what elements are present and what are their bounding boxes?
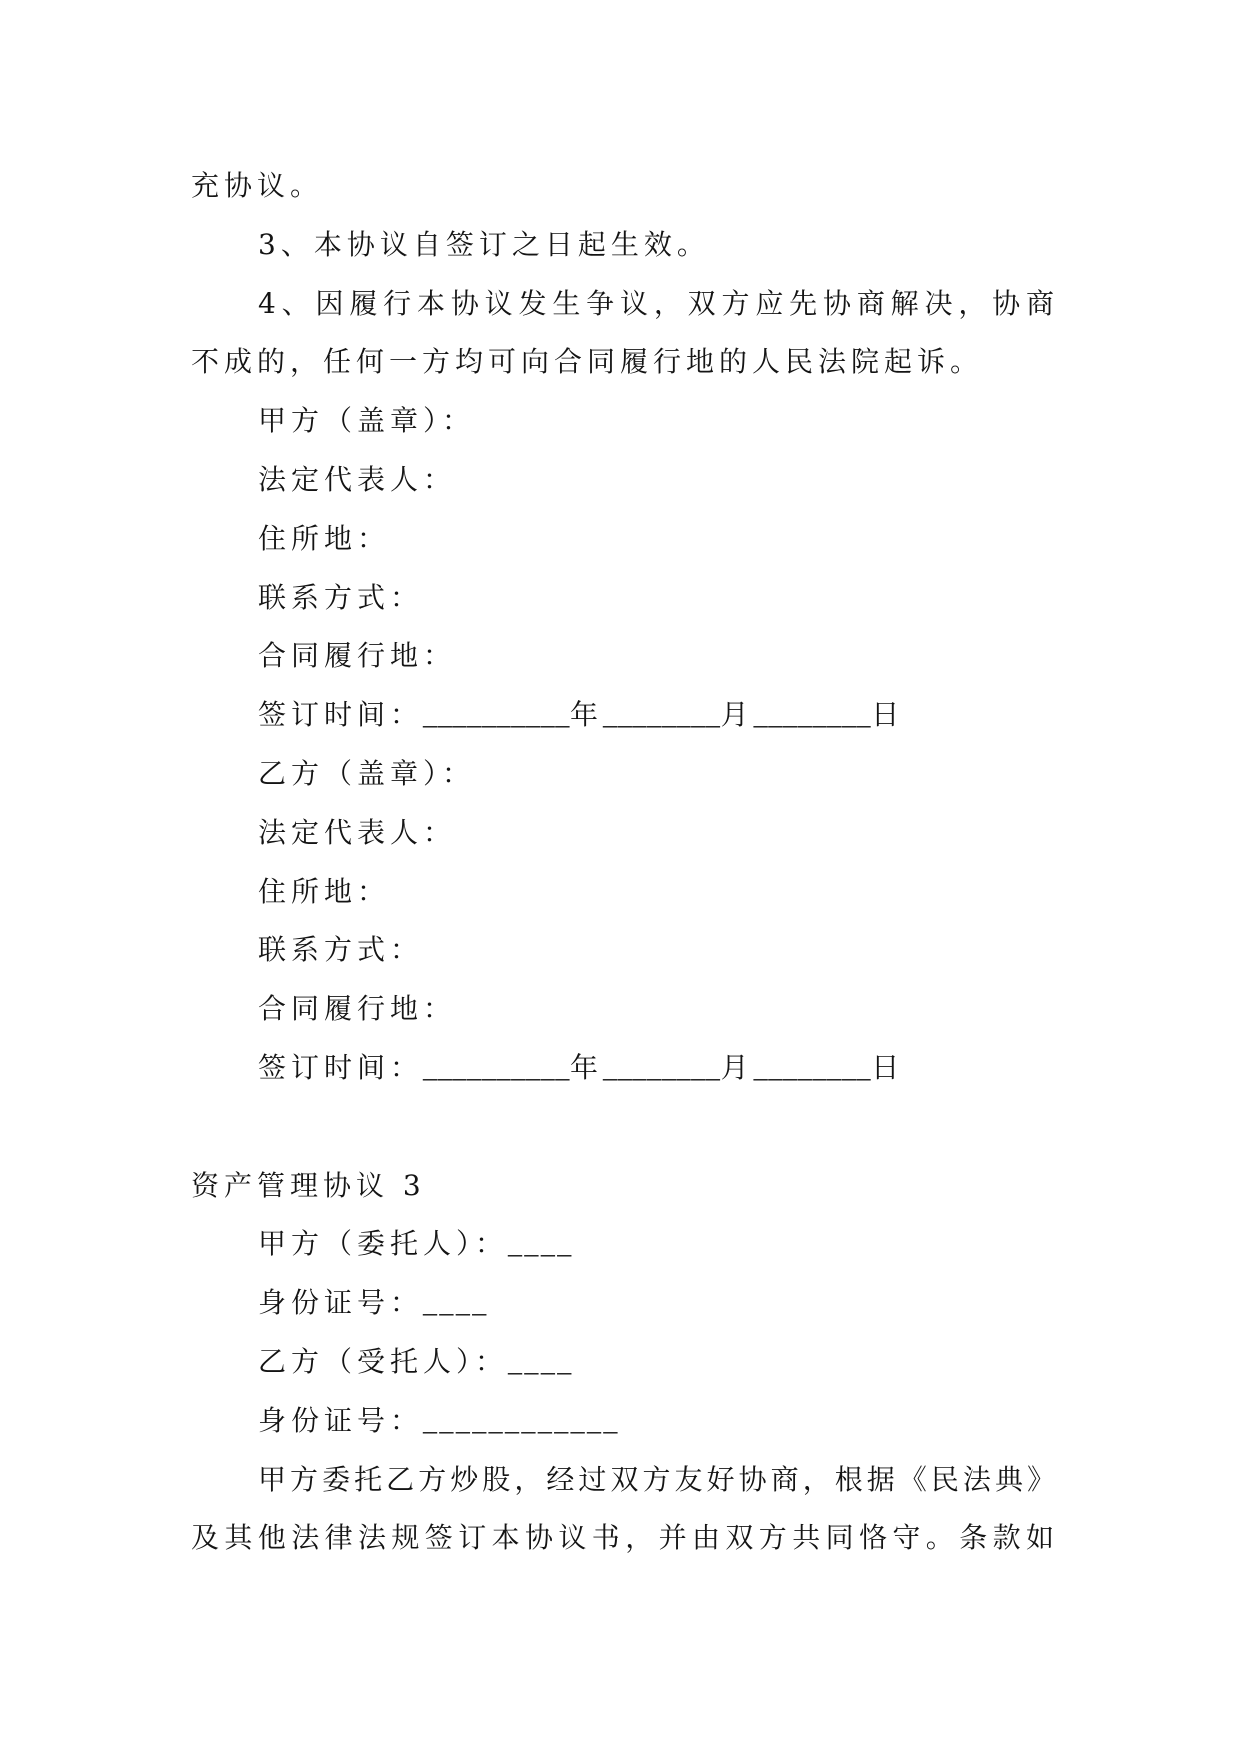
- principal-id-blank: ____: [423, 1288, 489, 1320]
- clause-4-line-1: 4、因履行本协议发生争议，双方应先协商解决，协商: [258, 286, 1058, 320]
- month-blank: ________: [603, 1052, 721, 1084]
- party-a-performance-place-label: 合同履行地：: [258, 639, 457, 673]
- party-b-seal-label: 乙方（盖章）：: [258, 756, 476, 790]
- party-a-representative-label: 法定代表人：: [258, 462, 457, 496]
- party-b-representative-label: 法定代表人：: [258, 815, 457, 849]
- agreement-title: 资产管理协议 3: [191, 1168, 426, 1202]
- month-blank: ________: [603, 700, 721, 732]
- year-blank: __________: [423, 700, 571, 732]
- signing-date-label: 签订时间：: [258, 698, 424, 732]
- principal-label: 甲方（委托人）：: [258, 1227, 509, 1261]
- year-unit: 年: [570, 1050, 604, 1084]
- party-b-performance-place-label: 合同履行地：: [258, 992, 457, 1026]
- agent-line: [191, 1333, 1058, 1392]
- day-blank: ________: [753, 1052, 872, 1084]
- year-blank: __________: [423, 1052, 571, 1084]
- party-a-address-label: 住所地：: [258, 521, 391, 555]
- principal-blank: ____: [508, 1229, 574, 1261]
- agent-id-blank: ____________: [423, 1405, 620, 1437]
- day-unit: 日: [871, 1050, 905, 1084]
- agreement-body-line-2: 及其他法律法规签订本协议书，并由双方共同恪守。条款如: [191, 1521, 1058, 1555]
- agent-label: 乙方（受托人）：: [258, 1344, 509, 1378]
- clause-4-line-2: 不成的，任何一方均可向合同履行地的人民法院起诉。: [191, 345, 984, 379]
- day-unit: 日: [871, 698, 905, 732]
- party-b-contact-label: 联系方式：: [258, 933, 424, 967]
- party-a-contact-label: 联系方式：: [258, 580, 424, 614]
- document-body: [191, 157, 1058, 1568]
- agent-id-line: [191, 1392, 1058, 1451]
- principal-line: [191, 1215, 1058, 1274]
- party-a-seal-label: 甲方（盖章）：: [258, 404, 476, 438]
- agent-id-label: 身份证号：: [258, 1403, 424, 1437]
- party-b-address-label: 住所地：: [258, 874, 391, 908]
- party-a-signing-date: [191, 686, 1058, 745]
- section-spacer: [191, 1098, 1058, 1157]
- month-unit: 月: [720, 1050, 754, 1084]
- paragraph-continuation: 充协议。: [191, 169, 324, 202]
- day-blank: ________: [753, 700, 872, 732]
- signing-date-label: 签订时间：: [258, 1050, 424, 1084]
- agent-blank: ____: [508, 1346, 574, 1378]
- party-b-signing-date: [191, 1039, 1058, 1098]
- principal-id-line: [191, 1274, 1058, 1333]
- principal-id-label: 身份证号：: [258, 1286, 424, 1320]
- month-unit: 月: [720, 698, 754, 732]
- agreement-body-line-1: 甲方委托乙方炒股，经过双方友好协商，根据《民法典》: [258, 1462, 1058, 1496]
- clause-3: 3、本协议自签订之日起生效。: [258, 227, 710, 261]
- year-unit: 年: [570, 698, 604, 732]
